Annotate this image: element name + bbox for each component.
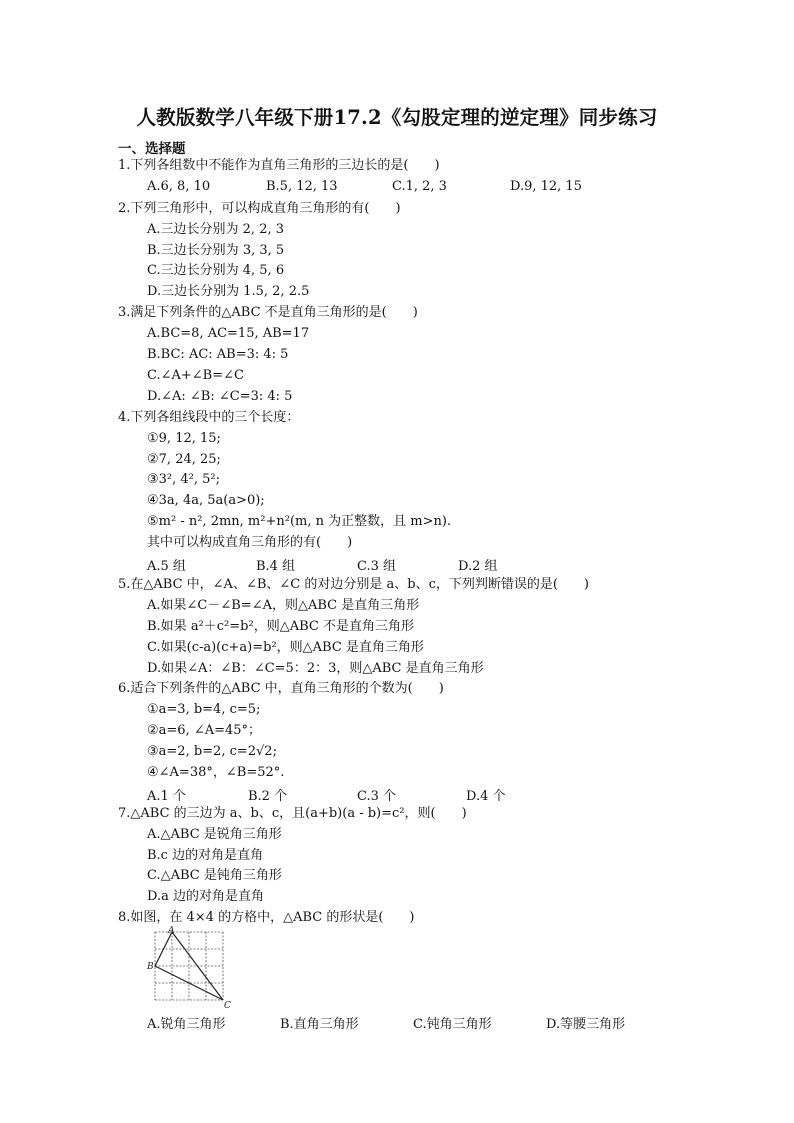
q2-option-b: B.三边长分别为 3, 3, 5 <box>147 243 285 258</box>
q6-item-2: ②a=6, ∠A=45°； <box>147 723 262 738</box>
question-4-stem: 4.下列各组线段中的三个长度： <box>118 410 300 425</box>
q4-item-4: ④3a, 4a, 5a(a>0); <box>147 493 265 508</box>
question-6-stem: 6.适合下列条件的△ABC 中，直角三角形的个数为( ) <box>118 681 444 696</box>
q7-option-b: B.c 边的对角是直角 <box>147 848 264 863</box>
q2-option-a: A.三边长分别为 2, 2, 3 <box>147 222 284 237</box>
vertex-label-a: A <box>168 926 175 936</box>
question-5-stem: 5.在△ABC 中，∠A、∠B、∠C 的对边分别是 a、b、c，下列判断错误的是( ) <box>118 577 589 592</box>
question-8-stem: 8.如图，在 4×4 的方格中，△ABC 的形状是( ) <box>118 910 415 925</box>
vertex-label-c: C <box>224 1001 231 1010</box>
q2-option-d: D.三边长分别为 1.5, 2, 2.5 <box>147 284 310 299</box>
q3-option-a: A.BC=8, AC=15, AB=17 <box>147 326 310 341</box>
q4-sub-question: 其中可以构成直角三角形的有( ) <box>147 535 353 550</box>
q6-option-d: D.4 个 <box>466 789 506 804</box>
q8-option-c: C.钝角三角形 <box>413 1017 492 1032</box>
vertex-label-b: B <box>147 962 154 972</box>
q5-option-b: B.如果 a²＋c²=b²，则△ABC 不是直角三角形 <box>147 619 414 634</box>
q5-option-a: A.如果∠C－∠B=∠A，则△ABC 是直角三角形 <box>147 598 420 613</box>
q4-item-5: ⑤m² - n², 2mn, m²+n²(m, n 为正整数，且 m>n). <box>147 514 452 529</box>
q4-item-2: ②7, 24, 25; <box>147 452 221 467</box>
q5-option-c: C.如果(c-a)(c+a)=b²，则△ABC 是直角三角形 <box>147 640 424 655</box>
grid-triangle-figure <box>145 924 235 1010</box>
q3-option-b: B.BC: AC: AB=3: 4: 5 <box>147 347 289 362</box>
q4-option-d: D.2 组 <box>458 559 498 574</box>
q7-option-d: D.a 边的对角是直角 <box>147 889 264 904</box>
q1-option-b: B.5, 12, 13 <box>266 179 338 194</box>
q8-option-a: A.锐角三角形 <box>147 1017 226 1032</box>
q2-option-c: C.三边长分别为 4, 5, 6 <box>147 263 285 278</box>
q1-option-c: C.1, 2, 3 <box>392 179 447 194</box>
q4-item-1: ①9, 12, 15; <box>147 431 221 446</box>
q1-option-d: D.9, 12, 15 <box>510 179 582 194</box>
q7-option-a: A.△ABC 是锐角三角形 <box>147 827 282 842</box>
question-1-stem: 1.下列各组数中不能作为直角三角形的三边长的是( ) <box>118 158 440 173</box>
q1-option-a: A.6, 8, 10 <box>147 179 211 194</box>
q5-option-d: D.如果∠A：∠B：∠C=5：2：3，则△ABC 是直角三角形 <box>147 661 484 676</box>
q6-option-b: B.2 个 <box>248 789 288 804</box>
grid-lines <box>155 932 223 1000</box>
q4-option-a: A.5 组 <box>147 559 186 574</box>
q6-option-a: A.1 个 <box>147 789 186 804</box>
section-heading: 一、选择题 <box>118 141 186 157</box>
q4-item-3: ③3², 4², 5²; <box>147 472 221 487</box>
q4-option-b: B.4 组 <box>256 559 296 574</box>
q3-option-d: D.∠A: ∠B: ∠C=3: 4: 5 <box>147 389 293 404</box>
question-7-stem: 7.△ABC 的三边为 a、b、c，且(a+b)(a - b)=c²，则( ) <box>118 806 467 821</box>
q6-option-c: C.3 个 <box>357 789 397 804</box>
q6-item-1: ①a=3, b=4, c=5; <box>147 702 261 717</box>
question-2-stem: 2.下列三角形中，可以构成直角三角形的有( ) <box>118 201 401 216</box>
page-title: 人教版数学八年级下册17.2《勾股定理的逆定理》同步练习 <box>136 106 658 129</box>
q6-item-3: ③a=2, b=2, c=2√2; <box>147 744 277 759</box>
q4-option-c: C.3 组 <box>357 559 397 574</box>
question-3-stem: 3.满足下列条件的△ABC 不是直角三角形的是( ) <box>118 305 418 320</box>
q7-option-c: C.△ABC 是钝角三角形 <box>147 868 282 883</box>
q3-option-c: C.∠A+∠B=∠C <box>147 368 244 383</box>
q8-option-b: B.直角三角形 <box>280 1017 359 1032</box>
q8-option-d: D.等腰三角形 <box>546 1017 626 1032</box>
q6-item-4: ④∠A=38°，∠B=52°. <box>147 765 285 780</box>
